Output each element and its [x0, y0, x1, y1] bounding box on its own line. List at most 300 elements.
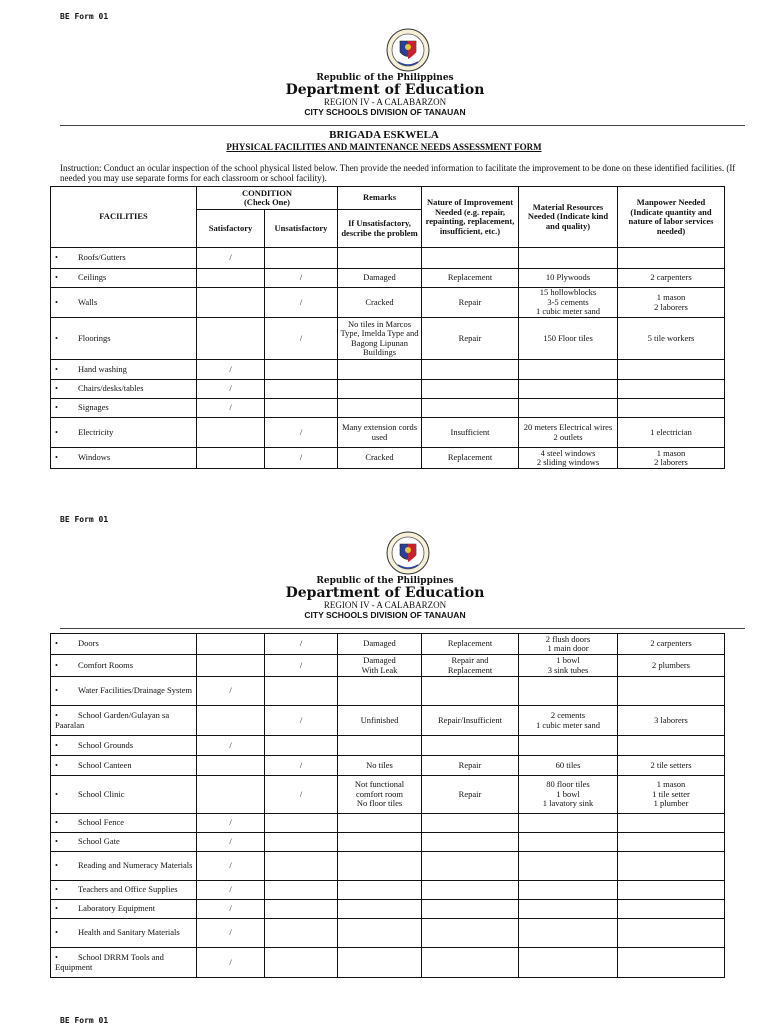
facility-name: School Clinic [77, 788, 125, 799]
material-cell-line: 3 sink tubes [547, 664, 589, 675]
bullet-icon: • [55, 383, 58, 394]
facility-name: School Gate [77, 836, 120, 847]
form-subtitle: PHYSICAL FACILITIES AND MAINTENANCE NEEDS ASSESSMENT FORM [226, 142, 542, 152]
facility-name: Comfort Rooms [77, 659, 134, 670]
satisfactory-check [197, 756, 265, 776]
facility-cell [51, 360, 197, 380]
nature-cell [422, 736, 519, 756]
unsatisfactory-check: / [265, 655, 338, 677]
nature-cell-line: Repair [458, 759, 482, 770]
nature-cell-line: Repair [458, 296, 482, 307]
page-header [260, 74, 510, 116]
facility-cell [51, 900, 197, 919]
material-cell [519, 833, 618, 852]
deped-seal-icon [386, 28, 430, 72]
material-cell [519, 288, 618, 318]
form-title: BRIGADA ESKWELA [329, 129, 439, 141]
remarks-cell [338, 881, 422, 900]
material-cell [519, 248, 618, 269]
facility-cell [51, 399, 197, 418]
remarks-cell-line: Not functional [354, 779, 405, 790]
unsatisfactory-check [265, 399, 338, 418]
remarks-cell-line: Damaged [363, 638, 396, 649]
bullet-icon: • [55, 272, 58, 283]
remarks-cell [338, 655, 422, 677]
facility-cell [51, 736, 197, 756]
unsatisfactory-check [265, 900, 338, 919]
remarks-cell-line: Unfinished [360, 714, 399, 725]
facility-cell [51, 248, 197, 269]
material-cell [519, 677, 618, 706]
remarks-cell [338, 919, 422, 948]
nature-cell [422, 852, 519, 881]
bullet-icon: • [55, 903, 58, 914]
table-row [51, 677, 725, 706]
unsatisfactory-check [265, 919, 338, 948]
manpower-cell-line: 1 mason [656, 779, 686, 790]
satisfactory-check [197, 418, 265, 448]
nature-cell [422, 919, 519, 948]
unsatisfactory-check [265, 360, 338, 380]
table-row [51, 448, 725, 469]
unsatisfactory-check: / [265, 448, 338, 469]
manpower-cell [618, 399, 725, 418]
remarks-cell [338, 706, 422, 736]
facility-name: Ceilings [77, 272, 107, 283]
remarks-cell [338, 948, 422, 978]
material-cell [519, 948, 618, 978]
remarks-cell-line: Cracked [365, 452, 394, 463]
facility-cell [51, 634, 197, 655]
manpower-cell [618, 919, 725, 948]
facility-name: Signages [77, 402, 109, 413]
unsatisfactory-check: / [265, 269, 338, 288]
material-cell [519, 418, 618, 448]
facility-name: School Canteen [77, 759, 132, 770]
unsatisfactory-check: / [265, 756, 338, 776]
table-row [51, 269, 725, 288]
nature-cell-line: Insufficient [450, 426, 490, 437]
region-text: REGION IV - A CALABARZON [323, 97, 447, 108]
nature-cell [422, 399, 519, 418]
header-nature: Nature of Improvement Needed (e.g. repair, repainting, replacement, insufficient, etc.) [422, 187, 519, 248]
region-text: REGION IV - A CALABARZON [323, 600, 447, 611]
remarks-cell [338, 318, 422, 360]
remarks-cell [338, 677, 422, 706]
bullet-icon: • [55, 817, 58, 828]
manpower-cell-line: 1 mason [656, 292, 686, 302]
bullet-icon: • [55, 426, 58, 437]
manpower-cell [618, 248, 725, 269]
assessment-table-2 [50, 633, 725, 978]
manpower-cell-line: 1 mason [656, 447, 686, 458]
unsatisfactory-check: / [265, 418, 338, 448]
manpower-cell-line: 1 tile setter [652, 788, 690, 799]
table-row [51, 814, 725, 833]
material-cell [519, 776, 618, 814]
satisfactory-check: / [197, 881, 265, 900]
satisfactory-check: / [197, 948, 265, 978]
table-row [51, 852, 725, 881]
satisfactory-check [197, 776, 265, 814]
facility-name: Floorings [77, 332, 111, 343]
manpower-cell [618, 288, 725, 318]
manpower-cell [618, 706, 725, 736]
table-row [51, 288, 725, 318]
satisfactory-check: / [197, 360, 265, 380]
manpower-cell [618, 881, 725, 900]
remarks-cell [338, 418, 422, 448]
manpower-cell-line: 1 electrician [650, 426, 692, 437]
nature-cell [422, 756, 519, 776]
material-cell [519, 919, 618, 948]
material-cell [519, 269, 618, 288]
manpower-cell [618, 736, 725, 756]
remarks-cell [338, 360, 422, 380]
bullet-icon: • [55, 638, 58, 649]
facility-cell [51, 677, 197, 706]
unsatisfactory-check [265, 677, 338, 706]
manpower-cell-line: 2 tile setters [650, 759, 692, 770]
nature-cell [422, 448, 519, 469]
facility-name: School Grounds [77, 739, 133, 750]
facility-name: School Fence [77, 817, 125, 828]
page-header-2 [260, 577, 510, 619]
manpower-cell-line: 2 laborers [654, 301, 688, 312]
remarks-cell-line: comfort room [356, 788, 403, 799]
material-cell-line: 1 main door [547, 643, 589, 653]
material-cell [519, 736, 618, 756]
manpower-cell [618, 814, 725, 833]
nature-cell [422, 269, 519, 288]
remarks-cell-line: No tiles in Marcos Type, Imelda Type and Bagong Lipunan Buildings [340, 318, 419, 357]
material-cell [519, 814, 618, 833]
satisfactory-check: / [197, 833, 265, 852]
table-row [51, 418, 725, 448]
table-row [51, 706, 725, 736]
remarks-cell [338, 634, 422, 655]
remarks-cell-line: Many extension cords used [341, 422, 418, 442]
material-cell [519, 706, 618, 736]
nature-cell-line: Repair and [451, 655, 489, 665]
remarks-cell-line: No tiles [366, 759, 393, 770]
satisfactory-check [197, 655, 265, 677]
bullet-icon: • [55, 332, 58, 343]
manpower-cell [618, 448, 725, 469]
nature-cell [422, 900, 519, 919]
nature-cell [422, 360, 519, 380]
bullet-icon: • [55, 788, 58, 799]
nature-cell [422, 677, 519, 706]
facility-name: Doors [77, 638, 99, 649]
material-cell [519, 318, 618, 360]
header-facilities: FACILITIES [51, 187, 197, 248]
condition-label: CONDITION [241, 187, 293, 198]
nature-cell-line: Replacement [447, 664, 493, 675]
satisfactory-check: / [197, 380, 265, 399]
nature-cell-line: Replacement [447, 272, 493, 283]
remarks-cell [338, 448, 422, 469]
remarks-cell [338, 380, 422, 399]
header-remarks-sub: If Unsatisfactory, describe the problem [338, 210, 422, 248]
satisfactory-check: / [197, 852, 265, 881]
header-unsatisfactory: Unsatisfactory [265, 210, 338, 248]
material-cell [519, 881, 618, 900]
facility-name: School DRRM Tools and Equipment [55, 952, 164, 972]
satisfactory-check [197, 448, 265, 469]
remarks-cell [338, 776, 422, 814]
bullet-icon: • [55, 685, 58, 696]
department-text: Department of Education [285, 82, 485, 99]
table-row [51, 380, 725, 399]
satisfactory-check [197, 634, 265, 655]
nature-cell [422, 833, 519, 852]
facility-name: Reading and Numeracy Materials [77, 860, 193, 871]
satisfactory-check: / [197, 814, 265, 833]
facility-name: Teachers and Office Supplies [77, 884, 178, 895]
remarks-cell-line: Damaged [363, 655, 396, 665]
check-one-label: (Check One) [243, 197, 291, 207]
material-cell-line: 60 tiles [555, 759, 581, 770]
division-text: CITY SCHOOLS DIVISION OF TANAUAN [304, 609, 466, 620]
facility-cell [51, 448, 197, 469]
manpower-cell [618, 360, 725, 380]
facility-cell [51, 380, 197, 399]
facility-cell [51, 833, 197, 852]
remarks-cell-line: Damaged [363, 272, 396, 283]
manpower-cell [618, 900, 725, 919]
satisfactory-check [197, 269, 265, 288]
header-remarks: Remarks [338, 187, 422, 210]
bullet-icon: • [55, 402, 58, 413]
manpower-cell-line: 5 tile workers [647, 332, 695, 343]
header-manpower: Manpower Needed (Indicate quantity and nature of labor services needed) [618, 187, 725, 248]
facility-cell [51, 852, 197, 881]
remarks-cell [338, 269, 422, 288]
material-cell-line: 20 meters Electrical wires [523, 422, 613, 432]
facility-name: Chairs/desks/tables [77, 383, 144, 394]
remarks-cell [338, 900, 422, 919]
material-cell [519, 448, 618, 469]
nature-cell [422, 814, 519, 833]
unsatisfactory-check [265, 814, 338, 833]
material-cell-line: 2 cements [550, 710, 586, 720]
material-cell [519, 634, 618, 655]
bullet-icon: • [55, 884, 58, 895]
manpower-cell-line: 2 carpenters [650, 638, 692, 649]
manpower-cell-line: 1 plumber [653, 798, 689, 809]
material-cell-line: 1 bowl [556, 655, 580, 665]
nature-cell-line: Replacement [447, 638, 493, 649]
facility-cell [51, 288, 197, 318]
form-label: BE Form 01 [60, 12, 109, 21]
manpower-cell-line: 2 carpenters [650, 272, 692, 283]
table-row [51, 756, 725, 776]
table-row [51, 881, 725, 900]
manpower-cell [618, 833, 725, 852]
material-cell-line: 1 cubic meter sand [536, 719, 600, 730]
material-cell-line: 1 lavatory sink [542, 798, 594, 809]
material-cell-line: 1 bowl [556, 788, 580, 799]
satisfactory-check: / [197, 919, 265, 948]
bullet-icon: • [55, 927, 58, 938]
facility-name: Electricity [77, 426, 114, 437]
manpower-cell [618, 655, 725, 677]
facility-name: Laboratory Equipment [77, 903, 156, 914]
republic-text: Republic of the Philippines [316, 73, 454, 83]
facility-name: Health and Sanitary Materials [77, 927, 180, 938]
deped-seal-icon [386, 531, 430, 575]
bullet-icon: • [55, 952, 58, 962]
facility-cell [51, 776, 197, 814]
manpower-cell [618, 948, 725, 978]
material-cell [519, 360, 618, 380]
header-material: Material Resources Needed (Indicate kind and quality) [519, 187, 618, 248]
material-cell [519, 655, 618, 677]
facility-cell [51, 318, 197, 360]
bullet-icon: • [55, 739, 58, 750]
satisfactory-check: / [197, 677, 265, 706]
manpower-cell-line: 2 plumbers [651, 659, 690, 670]
material-cell-line: 1 cubic meter sand [536, 306, 600, 317]
manpower-cell [618, 269, 725, 288]
material-cell-line: 2 outlets [553, 431, 583, 442]
facility-cell [51, 814, 197, 833]
remarks-cell [338, 736, 422, 756]
material-cell-line: 15 hollowblocks [539, 287, 597, 298]
table-row [51, 634, 725, 655]
nature-cell [422, 881, 519, 900]
header-divider-2 [60, 628, 745, 629]
remarks-cell [338, 814, 422, 833]
remarks-cell [338, 756, 422, 776]
satisfactory-check [197, 288, 265, 318]
header-satisfactory: Satisfactory [197, 210, 265, 248]
material-cell-line: 2 flush doors [545, 633, 591, 644]
header-divider [60, 125, 745, 126]
facility-cell [51, 418, 197, 448]
nature-cell [422, 288, 519, 318]
header-condition [197, 187, 338, 210]
table-row [51, 360, 725, 380]
facility-cell [51, 919, 197, 948]
remarks-cell [338, 852, 422, 881]
bullet-icon: • [55, 296, 58, 307]
unsatisfactory-check: / [265, 288, 338, 318]
satisfactory-check: / [197, 736, 265, 756]
bullet-icon: • [55, 759, 58, 770]
nature-cell [422, 380, 519, 399]
satisfactory-check: / [197, 248, 265, 269]
satisfactory-check [197, 706, 265, 736]
facility-name: Hand washing [77, 363, 127, 374]
nature-cell [422, 948, 519, 978]
bullet-icon: • [55, 252, 58, 263]
bullet-icon: • [55, 836, 58, 847]
table-row [51, 655, 725, 677]
material-cell-line: 150 Floor tiles [543, 332, 593, 343]
material-cell [519, 900, 618, 919]
bullet-icon: • [55, 860, 58, 871]
facility-cell [51, 706, 197, 736]
table-row [51, 948, 725, 978]
manpower-cell-line: 3 laborers [654, 714, 688, 725]
form-label-page-3: BE Form 01 [60, 1016, 109, 1025]
table-row [51, 833, 725, 852]
manpower-cell [618, 852, 725, 881]
bullet-icon: • [55, 363, 58, 374]
facility-cell [51, 269, 197, 288]
nature-cell [422, 706, 519, 736]
nature-cell [422, 634, 519, 655]
satisfactory-check [197, 318, 265, 360]
facility-name: Water Facilities/Drainage System [77, 685, 193, 696]
material-cell [519, 852, 618, 881]
remarks-cell-line: Cracked [365, 296, 394, 307]
unsatisfactory-check [265, 380, 338, 399]
unsatisfactory-check: / [265, 776, 338, 814]
unsatisfactory-check: / [265, 318, 338, 360]
remarks-cell-line: No floor tiles [356, 798, 403, 809]
nature-cell-line: Replacement [447, 452, 493, 463]
facility-name: Windows [77, 452, 111, 463]
facility-name: Roofs/Gutters [77, 252, 126, 263]
material-cell-line: 80 floor tiles [546, 779, 590, 790]
material-cell [519, 380, 618, 399]
division-text: CITY SCHOOLS DIVISION OF TANAUAN [304, 106, 466, 117]
remarks-cell-line: With Leak [361, 664, 398, 675]
nature-cell [422, 248, 519, 269]
unsatisfactory-check [265, 248, 338, 269]
manpower-cell [618, 380, 725, 399]
manpower-cell [618, 418, 725, 448]
facility-cell [51, 948, 197, 978]
unsatisfactory-check: / [265, 634, 338, 655]
material-cell-line: 10 Plywoods [545, 272, 591, 283]
nature-cell [422, 655, 519, 677]
unsatisfactory-check [265, 881, 338, 900]
table-row [51, 919, 725, 948]
bullet-icon: • [55, 659, 58, 670]
bullet-icon: • [55, 452, 58, 463]
material-cell-line: 2 sliding windows [536, 457, 600, 467]
facility-cell [51, 655, 197, 677]
bullet-icon: • [55, 710, 58, 720]
remarks-cell [338, 399, 422, 418]
facility-cell [51, 881, 197, 900]
republic-text: Republic of the Philippines [316, 576, 454, 586]
nature-cell-line: Repair/Insufficient [437, 714, 503, 725]
table-row [51, 736, 725, 756]
manpower-cell-line: 2 laborers [654, 457, 688, 467]
assessment-table-1 [50, 186, 725, 469]
satisfactory-check: / [197, 399, 265, 418]
material-cell-line: 3-5 cements [547, 296, 589, 307]
unsatisfactory-check: / [265, 706, 338, 736]
material-cell [519, 756, 618, 776]
manpower-cell [618, 677, 725, 706]
manpower-cell [618, 318, 725, 360]
table-row [51, 900, 725, 919]
nature-cell-line: Repair [458, 788, 482, 799]
manpower-cell [618, 634, 725, 655]
manpower-cell [618, 756, 725, 776]
remarks-cell [338, 833, 422, 852]
manpower-cell [618, 776, 725, 814]
unsatisfactory-check [265, 833, 338, 852]
table-row [51, 318, 725, 360]
facility-name: Walls [77, 296, 98, 307]
